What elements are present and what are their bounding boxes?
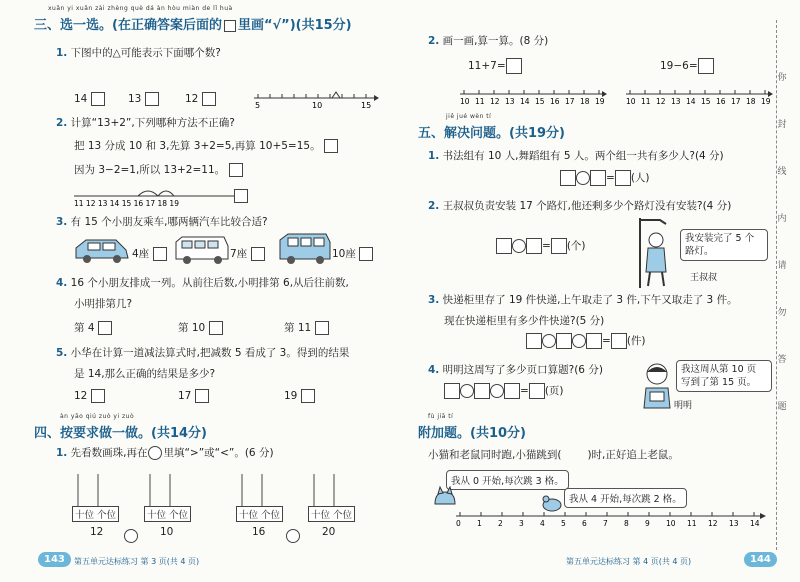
car-4-seat-icon — [72, 234, 132, 266]
bubble-line-2: 写到了第 15 页。 — [681, 377, 757, 388]
q-num: 4. — [56, 277, 68, 289]
answer-box[interactable] — [209, 321, 223, 335]
tick-label: 11 — [687, 519, 697, 528]
opt-label: 因为 3−2=1,所以 13+2=11。 — [74, 164, 226, 176]
answer-box[interactable] — [698, 58, 714, 74]
answer-box[interactable] — [506, 58, 522, 74]
opt-label: 把 13 分成 10 和 3,先算 3+2=5,再算 10+5=15。 — [74, 140, 321, 152]
answer-box[interactable] — [496, 238, 512, 254]
seal-line — [776, 20, 777, 550]
answer-box[interactable] — [91, 92, 105, 106]
title-box — [224, 20, 236, 32]
unit: (人) — [630, 172, 650, 184]
answer-box[interactable] — [551, 238, 567, 254]
q5-text — [56, 345, 349, 360]
q-num: 3. — [428, 294, 440, 306]
extra-number-line — [452, 510, 772, 532]
tick-label: 18 — [746, 97, 756, 106]
q1-opt-b[interactable] — [128, 92, 159, 106]
tick-label: 17 — [731, 97, 741, 106]
q-num: 1. — [428, 150, 440, 162]
opt-label: 第 10 — [178, 322, 206, 334]
tick-label: 11 — [641, 97, 651, 106]
section3-pinyin: xuǎn yi xuǎn zài zhèng què dá àn hòu miàn de lǐ huà — [48, 5, 233, 12]
section4-pinyin: àn yāo qiú zuò yi zuò — [60, 413, 135, 420]
cat-icon — [430, 484, 460, 510]
answer-box[interactable] — [586, 333, 602, 349]
s5-q3-prompt: 快递柜里存了 19 件快递,上午取走了 3 件,下午又取走了 3 件。 — [442, 294, 738, 306]
answer-box[interactable] — [526, 238, 542, 254]
unit: (个) — [566, 240, 586, 252]
answer-box[interactable] — [474, 383, 490, 399]
answer-box[interactable] — [202, 92, 216, 106]
extra-title: 附加题。(共10分) — [418, 426, 526, 441]
tick-label: 18 — [580, 97, 590, 106]
r-q2-text — [428, 33, 548, 48]
q-num: 3. — [56, 216, 68, 228]
abacus-3-label: 十位 个位 — [236, 506, 283, 522]
answer-box[interactable] — [229, 163, 243, 177]
unit: (件) — [626, 335, 646, 347]
tick-label: 15 — [701, 97, 711, 106]
answer-box[interactable] — [98, 321, 112, 335]
q4-opt-a[interactable] — [74, 320, 112, 335]
q2-opt-a[interactable] — [74, 138, 338, 153]
q3-opt-b[interactable] — [230, 246, 265, 261]
tick-label: 12 — [708, 519, 718, 528]
q1-opt-a[interactable] — [74, 92, 105, 106]
q1-text — [56, 45, 221, 60]
s5-q2-text — [428, 198, 731, 213]
answer-box[interactable] — [359, 247, 373, 261]
tick-15: 15 — [361, 101, 372, 110]
abacus-2-label: 十位 个位 — [144, 506, 191, 522]
tick-label: 1 — [477, 519, 482, 528]
tick-label: 9 — [645, 519, 650, 528]
section4-title: 四、按要求做一做。(共14分) — [34, 426, 207, 441]
q5-opt-b[interactable] — [178, 389, 209, 403]
s5-q2-prompt: 王叔叔负责安装 17 个路灯,他还剩多少个路灯没有安装?(4 分) — [442, 200, 732, 212]
q4-prompt: 16 个小朋友排成一列。从前往后数,小明排第 6,从后往前数, — [70, 277, 349, 289]
q5-opt-a[interactable] — [74, 389, 105, 403]
opt-label: 4座 — [132, 248, 150, 260]
operator-circle[interactable] — [460, 384, 474, 398]
q2-number-line — [72, 182, 242, 206]
answer-box[interactable] — [444, 383, 460, 399]
operator-circle[interactable] — [572, 334, 586, 348]
tick-label: 13 — [505, 97, 515, 106]
opt-label: 17 — [178, 390, 192, 402]
opt-label: 10座 — [332, 248, 356, 260]
operator-circle[interactable] — [490, 384, 504, 398]
abacus-num-4: 20 — [322, 526, 336, 538]
answer-box[interactable] — [251, 247, 265, 261]
tick-label: 19 — [595, 97, 605, 106]
opt-label: 14 — [74, 93, 88, 105]
tick-label: 14 — [750, 519, 760, 528]
bubble-line-1: 我安装完了 5 个 — [685, 233, 755, 244]
tick-label: 10 — [626, 97, 636, 106]
tick-label: 4 — [540, 519, 545, 528]
answer-box[interactable] — [529, 383, 545, 399]
opt-label: 7座 — [230, 248, 248, 260]
tick-label: 3 — [519, 519, 524, 528]
q2-ticks: 11 12 13 14 15 16 17 18 19 — [74, 199, 179, 206]
q3-opt-a[interactable] — [132, 246, 167, 261]
answer-box[interactable] — [560, 170, 576, 186]
eq-label: 11+7= — [468, 60, 506, 72]
s4-q1-prompt-a: 先看数画珠,再在 — [70, 447, 148, 459]
answer-box[interactable] — [611, 333, 627, 349]
tick-label: 2 — [498, 519, 503, 528]
extra-prompt-a: 小猫和老鼠同时跑,小猫跳到( — [428, 449, 562, 461]
side-char: 答 — [777, 355, 787, 365]
abacus-num-3: 16 — [252, 526, 266, 538]
q2-opt-c[interactable] — [234, 185, 248, 204]
side-char: 封 — [777, 120, 787, 130]
tick-label: 0 — [456, 519, 461, 528]
q3-opt-c[interactable] — [332, 246, 373, 261]
answer-box[interactable] — [301, 389, 315, 403]
opt-label: 第 11 — [284, 322, 312, 334]
q2-text — [56, 115, 235, 130]
q-num: 1. — [56, 47, 68, 59]
tick-label: 11 — [475, 97, 485, 106]
extra-text — [428, 447, 679, 462]
s4-q1-prompt-b: 里填“>”或“<”。(6 分) — [163, 447, 274, 459]
opt-label: 19 — [284, 390, 298, 402]
s5-q1-text — [428, 148, 724, 163]
tick-label: 7 — [603, 519, 608, 528]
compare-circle-2[interactable] — [286, 525, 300, 544]
q-num: 2. — [56, 117, 68, 129]
eq-1[interactable] — [468, 58, 522, 74]
tick-label: 12 — [490, 97, 500, 106]
tick-5: 5 — [255, 101, 261, 110]
q4-opt-c[interactable] — [284, 320, 329, 335]
q-num: 2. — [428, 200, 440, 212]
opt-label: 13 — [128, 93, 142, 105]
eq-2[interactable] — [660, 58, 714, 74]
operator-circle[interactable] — [512, 239, 526, 253]
boy-name: 明明 — [674, 401, 693, 411]
tick-label: 16 — [716, 97, 726, 106]
q2-opt-b[interactable] — [74, 162, 243, 177]
tick-label: 12 — [656, 97, 666, 106]
q5-opt-c[interactable] — [284, 389, 315, 403]
q-num: 5. — [56, 347, 68, 359]
unit: (页) — [544, 385, 564, 397]
answer-box[interactable] — [324, 139, 338, 153]
bubble-line-2: 路灯。 — [685, 246, 714, 257]
car-7-seat-icon — [172, 234, 232, 266]
section3-title-b: 里画“√”)(共15分) — [237, 18, 352, 33]
q4-prompt-2: 小明排第几? — [74, 298, 133, 310]
s5-q1-prompt: 书法组有 10 人,舞蹈组有 5 人。两个组一共有多少人?(4 分) — [442, 150, 724, 162]
side-char: 内 — [777, 214, 787, 224]
q-num: 2. — [428, 35, 440, 47]
tick-label: 5 — [561, 519, 566, 528]
s5-q3-equation[interactable]: = (件) — [526, 333, 646, 349]
q4-opt-b[interactable] — [178, 320, 223, 335]
footer-left: 第五单元达标练习 第 3 页(共 4 页) — [74, 557, 200, 566]
mouse-bubble: 我从 4 开始,每次跳 2 格。 — [564, 488, 687, 508]
q3-prompt: 有 15 个小朋友乘车,哪两辆汽车比较合适? — [70, 216, 268, 228]
page-number-left: 143 — [38, 552, 71, 567]
answer-box[interactable] — [556, 333, 572, 349]
side-char: 勿 — [777, 308, 787, 318]
boy-speech-bubble — [676, 360, 772, 392]
answer-circle[interactable] — [286, 529, 300, 543]
tick-label: 13 — [671, 97, 681, 106]
abacus-num-2: 10 — [160, 526, 174, 538]
q2-prompt: 计算“13+2”,下列哪种方法不正确? — [70, 117, 235, 129]
tick-label: 10 — [666, 519, 676, 528]
tick-label: 10 — [460, 97, 470, 106]
mouse-icon — [540, 492, 564, 512]
tick-label: 8 — [624, 519, 629, 528]
tick-label: 13 — [729, 519, 739, 528]
r-q2-number-lines — [456, 86, 776, 108]
operator-circle[interactable] — [576, 171, 590, 185]
s5-q2-equation[interactable]: = (个) — [496, 238, 586, 254]
s5-q4-equation[interactable]: = (页) — [444, 383, 564, 399]
tick-label: 19 — [761, 97, 771, 106]
bubble-line-1: 我这周从第 10 页 — [681, 364, 757, 375]
section3-title-a: 三、选一选。(在正确答案后面的 — [34, 18, 222, 33]
q-num: 4. — [428, 364, 440, 376]
tick-label: 16 — [550, 97, 560, 106]
worker-name: 王叔叔 — [690, 273, 718, 283]
footer-right: 第五单元达标练习 第 4 页(共 4 页) — [566, 557, 692, 566]
section5-pinyin: jiě jué wèn tí — [446, 113, 492, 120]
answer-box[interactable] — [153, 247, 167, 261]
s5-q4-prompt: 明明这周写了多少页口算题?(6 分) — [442, 364, 603, 376]
side-char: 请 — [777, 261, 787, 271]
answer-box[interactable] — [145, 92, 159, 106]
abacus-4-label: 十位 个位 — [308, 506, 355, 522]
s5-q3-prompt-2: 现在快递柜里有多少件快递?(5 分) — [444, 315, 605, 327]
answer-box[interactable] — [315, 321, 329, 335]
q5-prompt-2: 是 14,那么正确的结果是多少? — [74, 368, 216, 380]
q1-opt-c[interactable] — [185, 92, 216, 106]
opt-label: 12 — [185, 93, 199, 105]
tick-label: 14 — [686, 97, 696, 106]
side-char: 题 — [777, 402, 787, 412]
section5-title: 五、解决问题。(共19分) — [418, 126, 565, 141]
tick-label: 6 — [582, 519, 587, 528]
car-10-seat-icon — [276, 232, 334, 266]
q1-prompt: 下图中的△可能表示下面哪个数? — [70, 47, 221, 59]
opt-label: 第 4 — [74, 322, 95, 334]
answer-circle[interactable] — [124, 529, 138, 543]
side-char: 线 — [777, 167, 787, 177]
boy-illustration-icon — [640, 362, 674, 412]
operator-circle[interactable] — [542, 334, 556, 348]
answer-box[interactable] — [526, 333, 542, 349]
compare-circle-1[interactable] — [124, 525, 138, 544]
answer-box[interactable] — [504, 383, 520, 399]
answer-box[interactable] — [234, 189, 248, 203]
opt-label: 12 — [74, 390, 88, 402]
extra-prompt-b: )时,正好追上老鼠。 — [587, 449, 679, 461]
s5-q4-text — [428, 362, 603, 377]
circle-icon — [148, 446, 162, 460]
page-number-right: 144 — [744, 552, 777, 567]
answer-box[interactable] — [590, 170, 606, 186]
tick-label: 15 — [535, 97, 545, 106]
answer-box[interactable] — [91, 389, 105, 403]
q1-number-line — [250, 88, 380, 110]
s5-q3-text — [428, 292, 738, 307]
abacus-num-1: 12 — [90, 526, 104, 538]
extra-pinyin: fù jiā tí — [428, 413, 454, 420]
tick-label: 14 — [520, 97, 530, 106]
side-char: 你 — [777, 73, 787, 83]
q3-text — [56, 214, 268, 229]
answer-box[interactable] — [195, 389, 209, 403]
worker-speech-bubble — [680, 229, 768, 261]
q4-text — [56, 275, 349, 290]
s5-q1-equation[interactable]: = (人) — [560, 170, 650, 186]
q5-prompt: 小华在计算一道减法算式时,把减数 5 看成了 3。得到的结果 — [70, 347, 350, 359]
abacus-1-label: 十位 个位 — [72, 506, 119, 522]
answer-box[interactable] — [615, 170, 631, 186]
section3-title — [34, 14, 352, 33]
q-num: 1. — [56, 447, 68, 459]
cat-bubble: 我从 0 开始,每次跳 3 格。 — [446, 470, 569, 490]
eq-label: 19−6= — [660, 60, 698, 72]
r-q2-prompt: 画一画,算一算。(8 分) — [442, 35, 549, 47]
s4-q1-text — [56, 445, 274, 460]
worker-illustration-icon — [630, 214, 680, 290]
seal-line-strip — [772, 70, 792, 446]
tick-label: 17 — [565, 97, 575, 106]
tick-10: 10 — [312, 101, 323, 110]
